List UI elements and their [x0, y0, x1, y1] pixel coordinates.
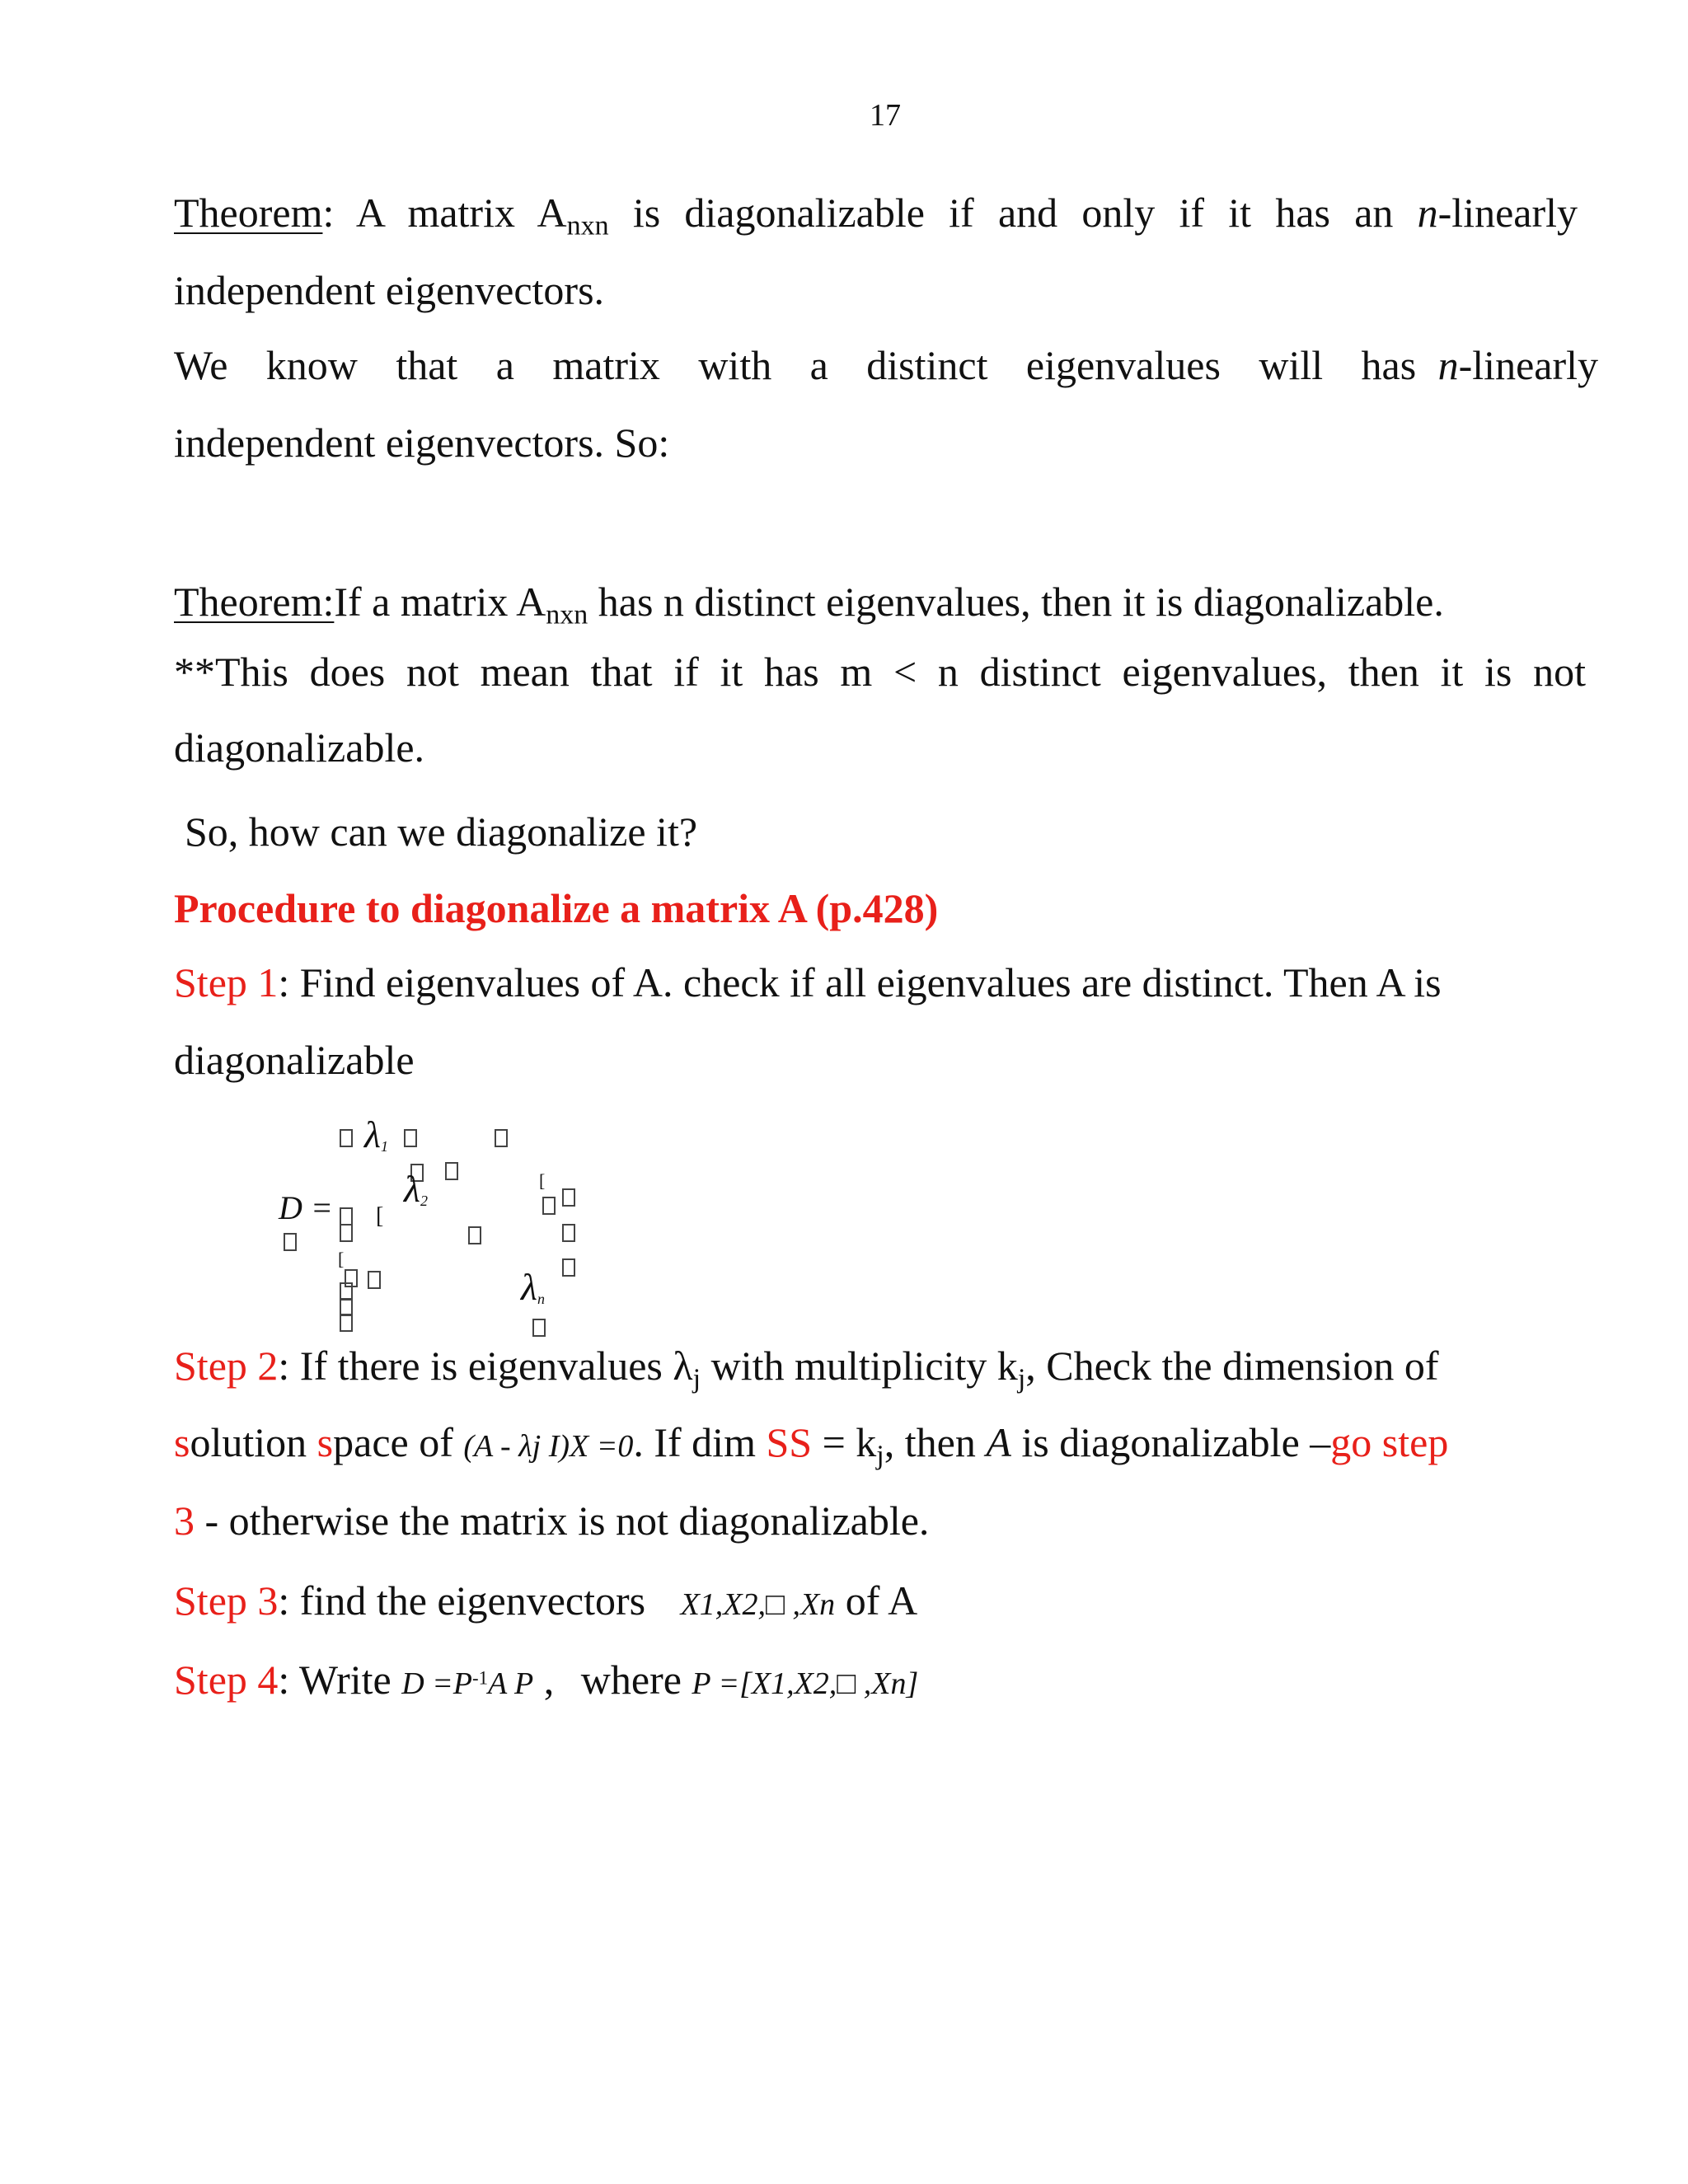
step2-label: Step 2 — [174, 1343, 279, 1389]
para1-line2: independent eigenvectors. So: — [174, 419, 670, 466]
step2-line1: Step 2: If there is eigenvalues $\lambda_j$ with multiplicity $k_j$, Check the dimension of — [174, 1343, 1439, 1394]
theorem1-text-b: is diagonalizable if and only if it has an — [632, 190, 1394, 236]
step2-line2: solution space of (A - λj I)X =0. If dim SS = $k_j$, then A is diagonalizable –go step — [174, 1419, 1449, 1471]
placeholder-glyph-icon — [562, 1258, 575, 1277]
p-matrix-equation: P =[X1,X2,□ ,Xn] — [692, 1666, 919, 1701]
go-step-link: go step — [1330, 1419, 1449, 1465]
placeholder-glyph-icon — [340, 1207, 353, 1226]
diagonalization-equation: $D =P^{-1}A$ P — [401, 1666, 534, 1701]
placeholder-glyph-icon — [468, 1226, 481, 1244]
solution-space-equation: (A - λj I)X =0 — [463, 1429, 634, 1464]
theorem1-text-a: A matrix $A_{nxn}$ — [355, 190, 609, 241]
lambda-n: $\lambda_n$ — [521, 1266, 545, 1308]
placeholder-glyph-icon — [542, 1197, 556, 1215]
bracket-glyph: [ — [338, 1249, 345, 1269]
diagonal-matrix — [272, 1113, 602, 1335]
bracket-glyph: [ — [539, 1170, 546, 1191]
eigenvector-list: X1,X2,□ ,Xn — [680, 1587, 836, 1622]
theorem1-label: Theorem — [174, 190, 323, 236]
placeholder-glyph-icon — [562, 1224, 575, 1242]
placeholder-glyph-icon — [284, 1233, 297, 1251]
placeholder-glyph-icon — [562, 1188, 575, 1207]
theorem2-line: Theorem:If a matrix $A_{nxn}$ has n distinct eigenvalues, then it is diagonalizable. — [174, 579, 1444, 630]
placeholder-glyph-icon — [340, 1314, 353, 1332]
placeholder-glyph-icon — [404, 1129, 417, 1147]
placeholder-glyph-icon — [495, 1129, 508, 1147]
theorem2-label: Theorem: — [174, 579, 335, 625]
lambda-2: $\lambda_2$ — [404, 1168, 428, 1210]
lambda-1: $\lambda_1$ — [364, 1113, 388, 1155]
placeholder-glyph-icon — [340, 1224, 353, 1242]
para1-line1: We know that a matrix with a distinct eigenvalues will has n-linearly — [174, 342, 1599, 388]
step3-label: Step 3 — [174, 1577, 279, 1624]
question: So, how can we diagonalize it? — [185, 808, 698, 855]
placeholder-glyph-icon — [368, 1271, 381, 1289]
page-number: 17 — [870, 98, 901, 133]
procedure-title: Procedure to diagonalize a matrix A (p.428) — [174, 885, 939, 931]
step4-label: Step 4 — [174, 1657, 279, 1703]
step1-line2: diagonalizable — [174, 1037, 415, 1083]
theorem1-line1: Theorem: A matrix $A_{nxn}$ is diagonalizable if and only if it has an n-linearly — [174, 190, 1578, 241]
step2-line3: 3 - otherwise the matrix is not diagonalizable. — [174, 1497, 930, 1544]
step1-line1: Step 1: Find eigenvalues of A. check if all eigenvalues are distinct. Then A is — [174, 959, 1442, 1005]
placeholder-glyph-icon — [340, 1129, 353, 1147]
matrix-lhs: D = — [279, 1189, 333, 1226]
bracket-glyph: [ — [376, 1203, 384, 1229]
step3-line: Step 3: find the eigenvectors X1,X2,□ ,Xn of A — [174, 1577, 918, 1624]
note-line2: diagonalizable. — [174, 724, 425, 771]
note-line1: **This does not mean that if it has m < n distinct eigenvalues, then it is not — [174, 649, 1586, 695]
step1-label: Step 1 — [174, 959, 279, 1005]
theorem1-line2: independent eigenvectors. — [174, 267, 605, 313]
placeholder-glyph-icon — [445, 1162, 458, 1180]
step4-line: Step 4: Write $D =P^{-1}A$ P , where P =[X1,X2,□ ,Xn] — [174, 1657, 919, 1703]
placeholder-glyph-icon — [532, 1319, 546, 1337]
ss-label: SS — [766, 1419, 813, 1465]
